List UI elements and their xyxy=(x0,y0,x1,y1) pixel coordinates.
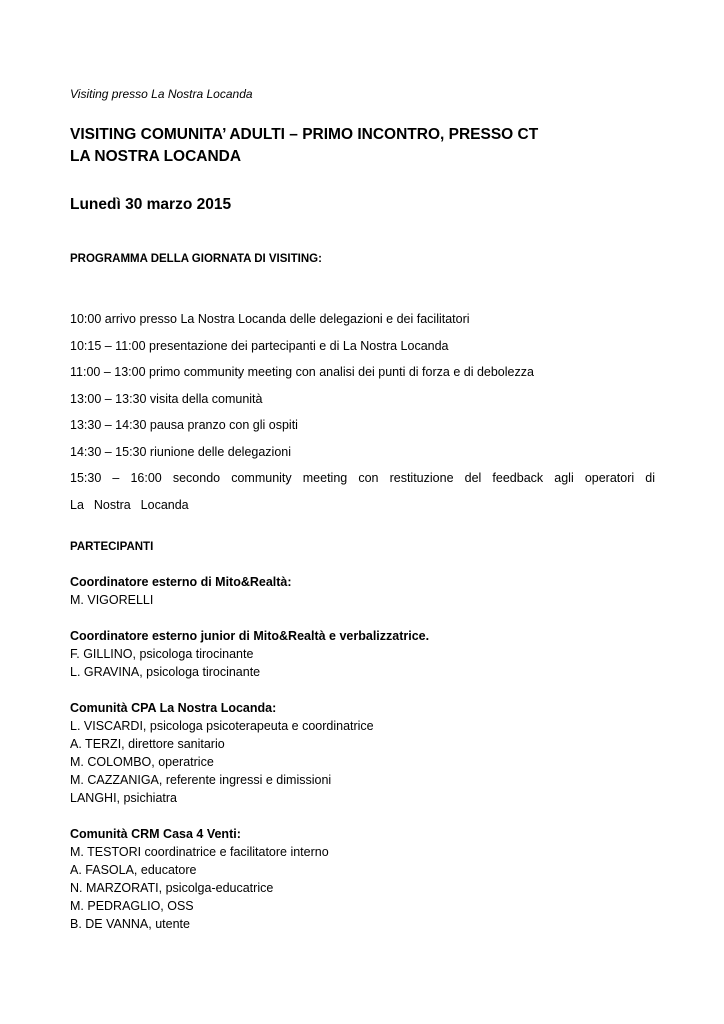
page-header: Visiting presso La Nostra Locanda xyxy=(70,87,253,101)
title-line: LA NOSTRA LOCANDA xyxy=(70,148,242,165)
participant-entry: A. FASOLA, educatore xyxy=(70,863,197,877)
participant-entry: L. GRAVINA, psicologa tirocinante xyxy=(70,665,261,679)
group-title: Comunità CPA La Nostra Locanda: xyxy=(70,701,277,715)
participant-entry: N. MARZORATI, psicolga-educatrice xyxy=(70,881,274,895)
participants-section xyxy=(70,538,655,951)
participant-entry: LANGHI, psichiatra xyxy=(70,791,177,805)
participant-entry: M. TESTORI coordinatrice e facilitatore interno xyxy=(70,845,329,859)
schedule-item: 10:00 arrivo presso La Nostra Locanda delle delegazioni e dei facilitatori xyxy=(70,312,470,326)
participant-group xyxy=(70,699,655,807)
schedule-item: 15:30 – 16:00 secondo community meeting con restituzione del feedback agli operatori di La Nostra Locanda xyxy=(70,471,655,512)
participant-group xyxy=(70,825,655,933)
participant-entry: M. PEDRAGLIO, OSS xyxy=(70,899,194,913)
participants-heading: PARTECIPANTI xyxy=(70,541,154,553)
group-title: Coordinatore esterno junior di Mito&Realtà e verbalizzatrice. xyxy=(70,629,430,643)
participant-entry: F. GILLINO, psicologa tirocinante xyxy=(70,647,254,661)
document-title xyxy=(70,124,538,168)
group-title: Coordinatore esterno di Mito&Realtà: xyxy=(70,575,292,589)
group-title: Comunità CRM Casa 4 Venti: xyxy=(70,827,241,841)
participant-group xyxy=(70,627,655,681)
schedule-list xyxy=(70,306,655,518)
participant-entry: A. TERZI, direttore sanitario xyxy=(70,737,225,751)
schedule-item: 13:30 – 14:30 pausa pranzo con gli ospiti xyxy=(70,418,298,432)
participant-entry: L. VISCARDI, psicologa psicoterapeuta e coordinatrice xyxy=(70,719,374,733)
schedule-item: 14:30 – 15:30 riunione delle delegazioni xyxy=(70,444,292,459)
participant-entry: M. CAZZANIGA, referente ingressi e dimissioni xyxy=(70,773,332,787)
participant-entry: M. COLOMBO, operatrice xyxy=(70,755,214,769)
schedule-item: 10:15 – 11:00 presentazione dei partecipanti e di La Nostra Locanda xyxy=(70,338,449,353)
participant-entry: B. DE VANNA, utente xyxy=(70,917,190,931)
title-line: VISITING COMUNITA’ ADULTI – PRIMO INCONTRO, PRESSO CT xyxy=(70,126,539,143)
participant-group xyxy=(70,573,655,609)
program-heading: PROGRAMMA DELLA GIORNATA DI VISITING: xyxy=(70,253,322,265)
event-date: Lunedì 30 marzo 2015 xyxy=(70,196,232,213)
participant-entry: M. VIGORELLI xyxy=(70,593,154,607)
schedule-item: 11:00 – 13:00 primo community meeting con analisi dei punti di forza e di debolezza xyxy=(70,365,534,379)
schedule-item: 13:00 – 13:30 visita della comunità xyxy=(70,391,263,406)
